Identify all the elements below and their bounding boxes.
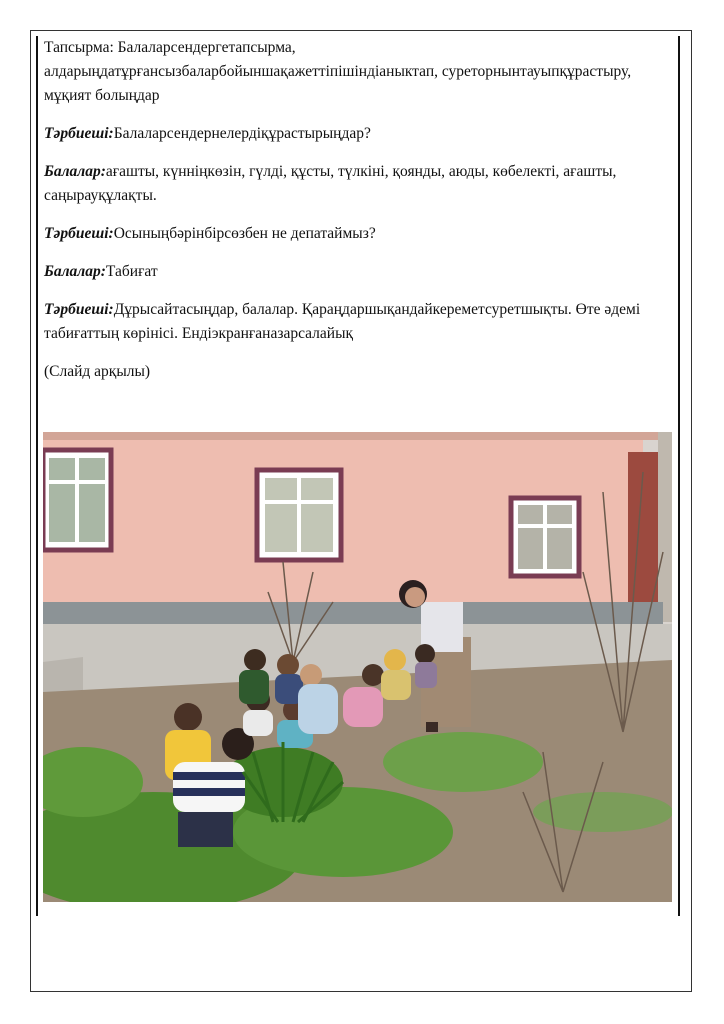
right-rule — [678, 36, 680, 916]
speaker-label: Балалар: — [44, 163, 106, 180]
left-rule — [36, 36, 38, 916]
speaker-label: Балалар: — [44, 263, 106, 280]
dialogue-line — [44, 160, 670, 208]
speaker-label: Тәрбиеші: — [44, 225, 114, 242]
dialogue-text: Табиғат — [105, 263, 158, 280]
task-paragraph: Тапсырма: Балаларсендергетапсырма, алдарыңдатұрғансызбаларбойыншақажеттіпішіндіаныктап, суреторнынтауыпқұрастыру, мұқият болыңдар — [44, 39, 632, 104]
slide-note: (Слайд арқылы) — [44, 363, 151, 380]
dialogue-line — [44, 260, 670, 284]
dialogue-line — [44, 298, 670, 346]
dialogue-text: Осыныңбәрінбірсөзбен не депатаймыз? — [113, 225, 376, 242]
dialogue-line — [44, 122, 670, 146]
dialogue-text: ағашты, күнніңкөзін, гүлді, құсты, түлкіні, қоянды, аюды, көбелекті, ағашты, саңырауқұлақты. — [44, 163, 617, 204]
dialogue-line — [44, 222, 670, 246]
outdoor-lesson-photo — [43, 432, 672, 902]
document-body — [44, 36, 670, 398]
speaker-label: Тәрбиеші: — [44, 301, 114, 318]
speaker-label: Тәрбиеші: — [44, 125, 114, 142]
dialogue-text: Дұрысайтасыңдар, балалар. Қараңдаршықандайкереметсуретшықты. Өте әдемі табиғаттың көрінісі. Ендіэкранғаназарсалайық — [44, 301, 641, 342]
dialogue-text: Балаларсендернелердіқұрастырыңдар? — [113, 125, 371, 142]
